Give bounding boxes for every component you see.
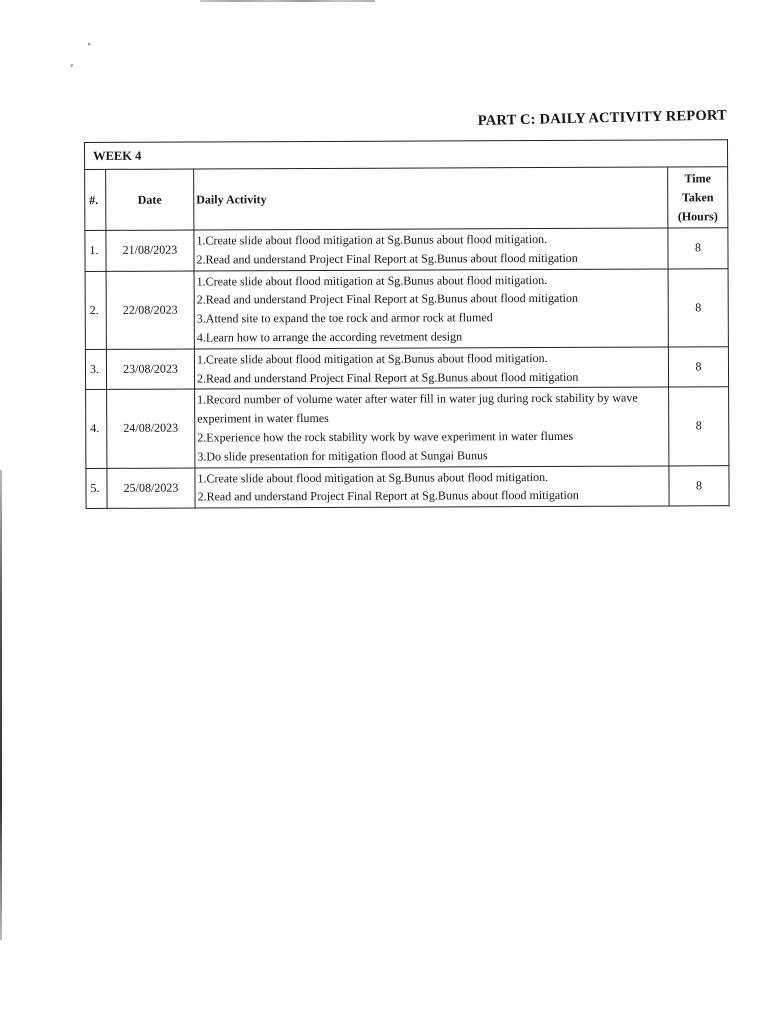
row-activities	[195, 466, 669, 509]
row-date: 24/08/2023	[107, 389, 195, 468]
report-title: PART C: DAILY ACTIVITY REPORT	[477, 107, 728, 130]
header-time-line: (Hours)	[677, 208, 718, 223]
row-date: 22/08/2023	[106, 271, 194, 350]
activity-item: 2.Read and understand Project Final Report at Sg.Bunus about flood mitigation	[196, 250, 578, 267]
row-activities	[194, 228, 668, 271]
header-time-line: Taken	[681, 189, 714, 204]
header-activity: Daily Activity	[194, 167, 668, 230]
activity-item: 3.Do slide presentation for mitigation flood at Sungai Bunus	[197, 448, 488, 464]
row-activities	[195, 387, 669, 467]
activity-item: 1.Create slide about flood mitigation at Sg.Bunus about flood mitigation.	[196, 350, 548, 367]
row-number: 4.	[86, 390, 107, 468]
row-hours: 8	[668, 228, 728, 269]
row-date: 25/08/2023	[107, 468, 195, 509]
activity-item: 1.Create slide about flood mitigation at Sg.Bunus about flood mitigation.	[196, 272, 548, 289]
activity-item: 4.Learn how to arrange the according revetment design	[196, 329, 463, 345]
row-activities	[194, 269, 668, 349]
scan-top-mark	[200, 0, 375, 2]
activity-table	[84, 139, 730, 509]
table-row	[86, 387, 729, 468]
table-row	[85, 268, 728, 349]
table-row	[85, 346, 728, 389]
row-date: 21/08/2023	[106, 230, 194, 271]
activity-item: 3.Attend site to expand the toe rock and armor rock at flumed	[196, 310, 493, 326]
scan-speck: ▾	[70, 62, 74, 70]
activity-item: 2.Read and understand Project Final Report at Sg.Bunus about flood mitigation	[197, 488, 579, 504]
table-row	[85, 228, 728, 271]
scan-speck: ▸	[88, 40, 92, 48]
week-row	[85, 140, 728, 170]
activity-item: 1.Record number of volume water after water fill in water jug during rock stability by wave experiment in water flumes	[197, 390, 638, 426]
scan-left-edge	[0, 470, 2, 940]
row-number: 2.	[85, 271, 106, 349]
week-label: WEEK 4	[85, 140, 728, 170]
header-time-taken	[668, 167, 728, 228]
activity-item: 1.Create slide about flood mitigation at Sg.Bunus about flood mitigation.	[197, 469, 549, 486]
activity-item: 2.Read and understand Project Final Report at Sg.Bunus about flood mitigation	[196, 291, 578, 307]
row-hours: 8	[669, 465, 729, 506]
row-number: 3.	[85, 349, 106, 390]
header-date: Date	[106, 169, 194, 230]
row-date: 23/08/2023	[106, 349, 194, 390]
row-activities	[194, 347, 668, 390]
table-row	[86, 465, 729, 508]
row-hours: 8	[668, 268, 728, 346]
row-number: 5.	[86, 468, 107, 509]
header-row	[85, 167, 728, 231]
activity-item: 2.Read and understand Project Final Report at Sg.Bunus about flood mitigation	[197, 369, 579, 386]
row-hours: 8	[668, 346, 728, 387]
row-hours: 8	[669, 387, 729, 465]
row-number: 1.	[85, 230, 106, 271]
header-number: #.	[85, 169, 106, 230]
header-time-line: Time	[684, 170, 711, 185]
activity-item: 2.Experience how the rock stability work by wave experiment in water flumes	[197, 428, 574, 445]
activity-item: 1.Create slide about flood mitigation at Sg.Bunus about flood mitigation.	[196, 231, 548, 248]
